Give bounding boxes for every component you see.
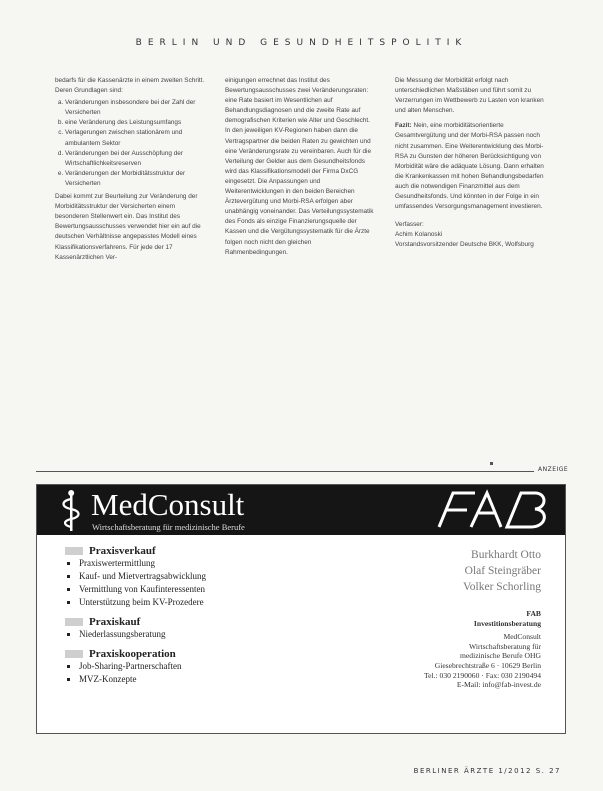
advertisement [36,484,566,734]
service-item: ▪ Vermittlung von Kaufinteressenten [79,583,325,596]
brand-tagline: Wirtschaftsberatung für medizinische Berufe [92,522,245,532]
author-title: Vorstandsvorsitzender Deutsche BKK, Wolfsburg [395,241,534,249]
section-title: Praxisverkauf [89,545,156,557]
company-line: Wirtschaftsberatung für [468,641,541,651]
author-block [395,220,545,250]
article-column-3 [395,76,545,251]
author-name: Achim Kolanoski [395,231,443,239]
section-heading [65,616,325,628]
section-header: BERLIN UND GESUNDHEITSPOLITIK [135,38,468,48]
article-column-1 [55,76,205,265]
paragraph: Die Messung der Morbidität erfolgt nach unterschiedlichen Maßstäben und führt somit zu Verzerrungen im Wettbewerb zu Lasten von kranken und alten Menschen. [395,77,544,115]
criteria-list [55,98,205,189]
heading-bar [65,618,83,626]
service-items [65,628,325,641]
partner-name: Burkhardt Otto [471,549,541,561]
company-name: Investitionsberatung [473,618,541,628]
company-line: MedConsult [503,632,541,642]
services-list [65,545,325,686]
service-item: ▪ MVZ-Konzepte [79,673,325,686]
brand-name: MedConsult [91,487,245,522]
fab-logo [431,489,551,531]
company-line: medizinische Berufe OHG [460,651,541,661]
heading-bar [65,547,83,555]
partner-names [463,547,541,595]
end-mark [490,462,493,465]
service-items [65,557,325,609]
phone-fax: Tel.: 030 2190060 · Fax: 030 2190494 [424,670,541,680]
advertisement-label: ANZEIGE [538,466,569,473]
service-items [65,660,325,686]
list-item: b. eine Veränderung des Leistungsumfangs [65,118,205,128]
article-column-2 [225,76,375,260]
list-item: e. Veränderungen der Morbiditätsstruktur der Versicherten [65,169,205,189]
page-footer: BERLINER ÄRZTE 1/2012 S. 27 [413,767,561,775]
caduceus-icon [59,489,83,533]
section-title: Praxiskooperation [89,648,176,660]
paragraph: einigungen errechnet das Institut des Bewertungsausschusses zwei Veränderungsraten: eine Rate basiert im Wesentlichen auf Behandlungsdiagnosen und die zweite Rate auf demografischen Kriterien wie Alter und Geschlecht. In den jeweiligen KV-Regionen haben dann die Vertragspartner die beiden Raten zu gewichten und eine Veränderungsrate zu vereinbaren. Auch für die Verteilung der Gelder aus dem Gesundheitsfonds wird das Klassifikationsmodell der Firma DxCG eingesetzt. Die Anpassungen und Weiterentwicklungen in den beiden Bereichen Ärztevergütung und Morbi-RSA erfolgen aber unabhängig voneinander. Das Verteilungssystematik des Fonds als einzige Finanzierungsquelle der Kassen und die Vergütungssystematik für die Ärzte folgen noch nicht den gleichen Rahmenbedingungen. [225,77,374,256]
ad-banner [37,485,565,535]
paragraph: bedarfs für die Kassenärzte in einem zweiten Schritt. Deren Grundlagen sind: [55,77,205,95]
contact-block [424,609,541,690]
divider [36,471,534,472]
partner-name: Olaf Steingräber [464,565,541,577]
service-item: ▪ Job-Sharing-Partnerschaften [79,660,325,673]
list-item: c. Verlagerungen zwischen stationärem und ambulantem Sektor [65,128,205,148]
service-item: ▪ Kauf- und Mietvertragsabwicklung [79,570,325,583]
service-item: ▪ Niederlassungsberatung [79,628,325,641]
partner-name: Volker Schorling [462,581,541,593]
fazit-label: Fazit: [395,122,412,130]
service-item: ▪ Praxiswertermittlung [79,557,325,570]
section-heading [65,545,325,557]
email: E-Mail: info@fab-invest.de [456,680,541,690]
address: Giesebrechtstraße 6 · 10629 Berlin [434,660,541,670]
company-abbr: FAB [526,609,541,618]
fazit-text: Nein, eine morbiditätsorientierte Gesamtvergütung und der Morbi-RSA passen noch nicht zusammen. Eine Weiterentwicklung des Morbi-RSA zu Gunsten der höheren Berücksichtigung von Morbidität wäre die adäquate Lösung. Dann erhalten die Krankenkassen mit hohen Behandlungsbedarfen auch die notwendigen Finanzmittel aus dem Gesundheitsfonds. Und könnten in der Folge in ein umfassendes Versorgungsmanagement investieren. [395,122,544,211]
section-title: Praxiskauf [89,616,141,628]
service-item: ▪ Unterstützung beim KV-Prozedere [79,596,325,609]
section-heading [65,648,325,660]
list-item: d. Veränderungen bei der Ausschöpfung der Wirtschaftlichkeitsreserven [65,149,205,169]
heading-bar [65,650,83,658]
fazit-paragraph [395,121,545,212]
author-label: Verfasser: [395,221,424,229]
paragraph: Dabei kommt zur Beurteilung zur Veränderung der Morbiditätsstruktur der Versicherten einem besonderen Stellenwert ein. Das Institut des Bewertungsausschusses verwendet hier ein auf die deutschen Verhältnisse angepasstes Modell eines Klassifikationsverfahrens. Für jede der 17 Kassenärztlichen Ver- [55,193,201,261]
list-item: a. Veränderungen insbesondere bei der Zahl der Versicherten [65,98,205,118]
